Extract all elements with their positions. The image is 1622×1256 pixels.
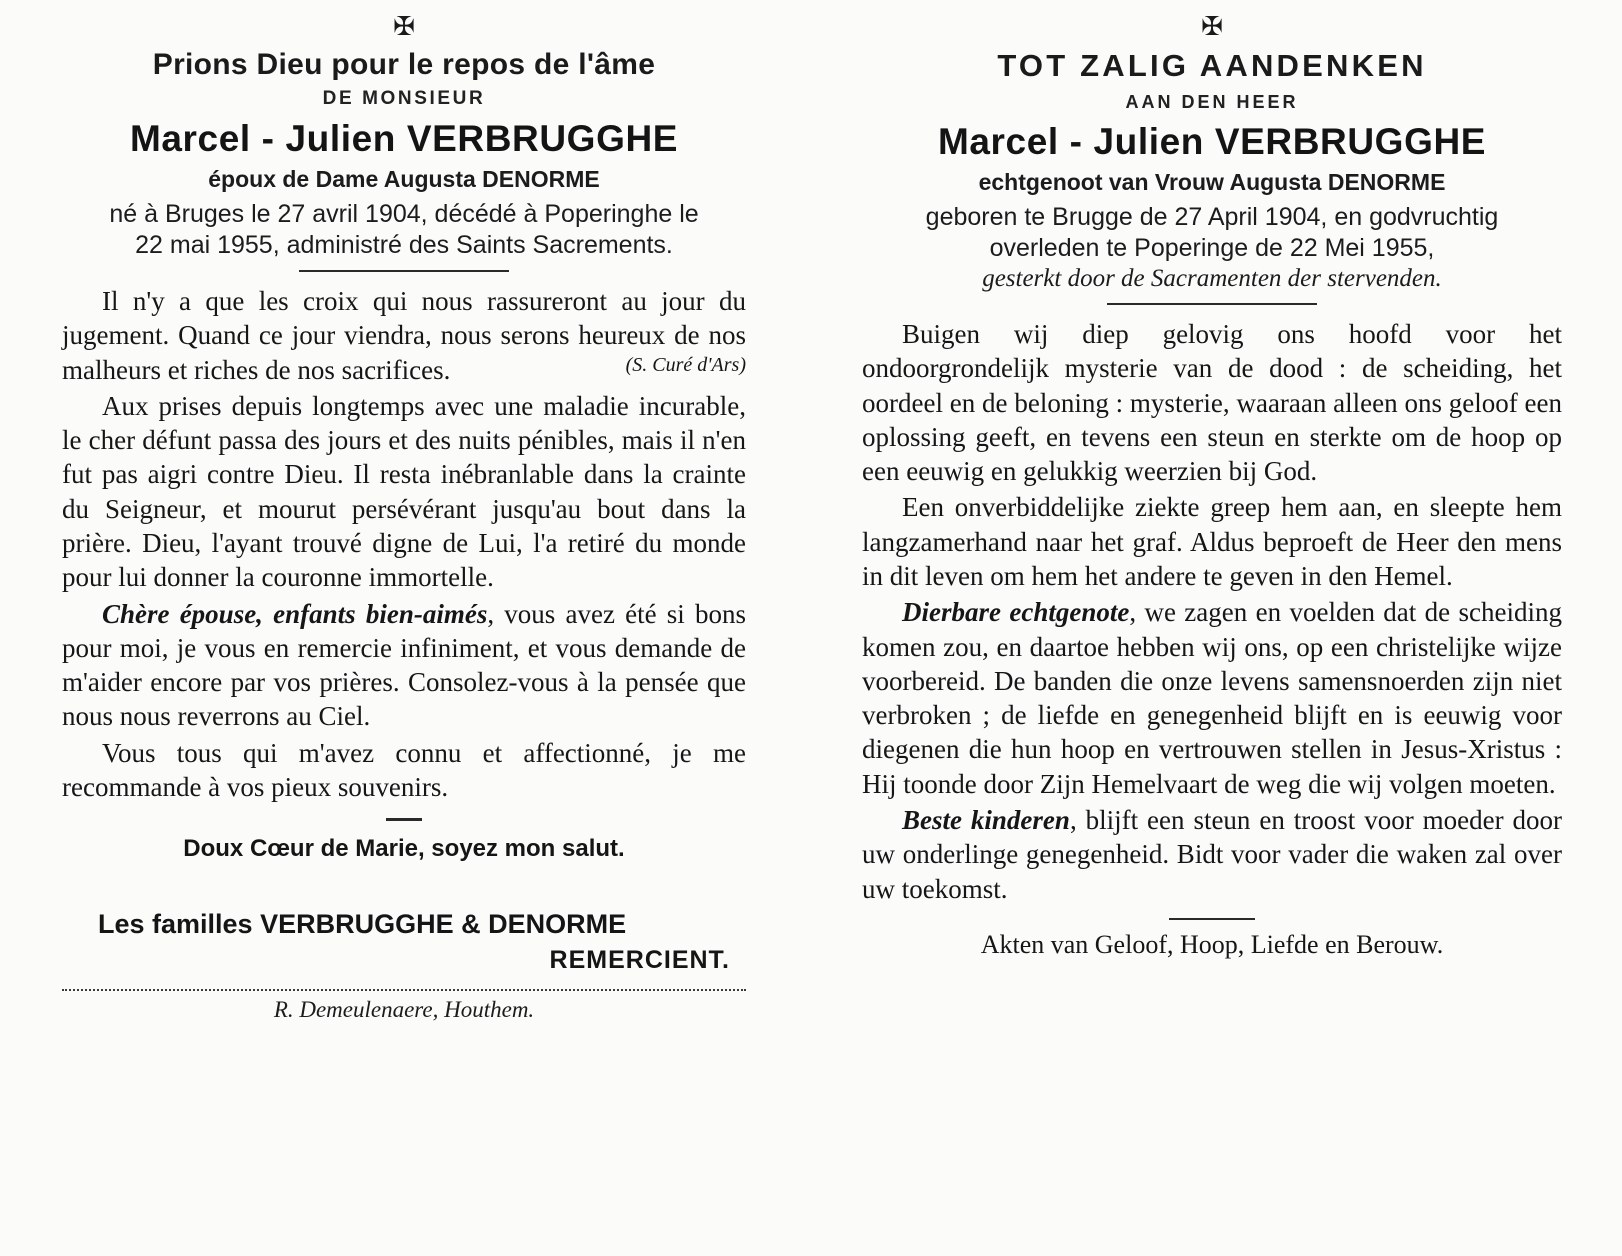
right-paragraph-3-rest: , we zagen en voelden dat de scheiding komen zou, en daartoe hebben wij ons, op een christelijke wijze voorbereid. De banden die onze levens samensnoerden zijn niet verbroken ; de liefde en genegenheid blijft en is eeuwig voor diegenen die hun hoop en vertrouwen stellen in Jesus-Xristus : Hij toonde door Zijn Hemelvaart de weg die wij volgen moeten. (862, 597, 1562, 799)
divider-rule (299, 270, 509, 272)
right-paragraph-2: Een onverbiddelijke ziekte greep hem aan, en sleepte hem langzamerhand naar het graf. Aldus beproeft de Heer den mens in dit leven om hem het andere te geven in den Hemel. (862, 492, 1562, 591)
left-families-line: Les familles VERBRUGGHE & DENORME (98, 909, 627, 940)
left-paragraph-2: Aux prises depuis longtemps avec une maladie incurable, le cher défunt passa des jours et des nuits pénibles, mais il n'en fut pas aigri contre Dieu. Il resta inébranlable dans la crainte du Seigneur, et mourut persévérant jusqu'au bout dans la prière. Dieu, l'ayant trouvé digne de Lui, l'a retiré du monde pour lui donner la couronne immortelle. (62, 390, 746, 593)
left-motto: Doux Cœur de Marie, soyez mon salut. (183, 835, 625, 863)
left-body-text (62, 284, 746, 804)
right-dates-line-2: overleden te Poperinge de 22 Mei 1955, (989, 233, 1435, 262)
printer-credit: R. Demeulenaere, Houthem. (273, 997, 535, 1023)
left-paragraph-4: Vous tous qui m'avez connu et affectionné, je me recommande à vos pieux souvenirs. (62, 737, 746, 802)
cross-icon-right: ✠ (1201, 12, 1223, 42)
right-sacraments-line: gesterkt door de Sacramenten der stervenden. (982, 265, 1442, 292)
left-paragraph-1-attribution: (S. Curé d'Ars) (625, 353, 746, 376)
left-page-french (0, 0, 806, 1256)
cross-icon: ✠ (393, 12, 415, 42)
right-heading-memory: TOT ZALIG AANDENKEN (997, 48, 1427, 83)
left-dates-line-1: né à Bruges le 27 avril 1904, décédé à Poperinghe le (109, 200, 699, 228)
left-deceased-name: Marcel - Julien VERBRUGGHE (129, 118, 679, 159)
divider-mid-right (1169, 918, 1255, 920)
right-paragraph-4 (862, 803, 1562, 906)
divider-rule-right (1107, 303, 1317, 305)
right-paragraph-3-lead: Dierbare echtgenote (902, 597, 1130, 628)
left-paragraph-1 (62, 284, 746, 387)
right-body-text (862, 317, 1562, 906)
left-dates-line-2: 22 mai 1955, administré des Saints Sacrements. (135, 230, 673, 259)
right-paragraph-1: Buigen wij diep gelovig ons hoofd voor het ondoorgrondelijk mysterie van de dood : de scheiding, het oordeel en de beloning : mysterie, waaraan alleen ons geloof een oplossing geeft, en tevens een steun en sterkte om de hoop op een eeuwig en gelukkig weerzien bij God. (862, 319, 1562, 487)
right-dates-line-1: geboren te Brugge de 27 April 1904, en godvruchtig (925, 203, 1499, 231)
left-thanks-line: REMERCIENT. (549, 946, 730, 975)
right-spouse-line: echtgenoot van Vrouw Augusta DENORME (978, 169, 1446, 195)
left-heading-of: DE MONSIEUR (322, 88, 486, 109)
right-paragraph-4-rest: , blijft een steun en troost voor moeder door uw onderlinge genegenheid. Bidt voor vader die waken zal over uw toekomst. (862, 804, 1563, 904)
left-paragraph-3-lead: Chère épouse, enfants bien-aimés (102, 598, 488, 629)
right-paragraph-3 (862, 595, 1562, 801)
left-spouse-line: époux de Dame Augusta DENORME (208, 166, 600, 192)
left-paragraph-1-text: Il n'y a que les croix qui nous rassureront au jour du jugement. Quand ce jour viendra, nous serons heureux de nos malheurs et riches de nos sacrifices. (62, 286, 746, 385)
right-deceased-name: Marcel - Julien VERBRUGGHE (937, 121, 1487, 162)
dotted-divider (62, 989, 746, 991)
right-closing-line: Akten van Geloof, Hoop, Liefde en Berouw. (980, 929, 1444, 959)
right-heading-of: AAN DEN HEER (1125, 92, 1299, 112)
divider-short (386, 818, 422, 821)
left-paragraph-3 (62, 597, 746, 734)
right-page-dutch (806, 0, 1622, 1256)
left-paragraph-3-rest: , vous avez été si bons pour moi, je vous en remercie infiniment, et vous demande de m'aider encore par vos prières. Consolez-vous à la pensée que nous nous reverrons au Ciel. (62, 598, 746, 732)
right-paragraph-4-lead: Beste kinderen (902, 804, 1070, 835)
left-heading-prayer: Prions Dieu pour le repos de l'âme (152, 48, 656, 81)
